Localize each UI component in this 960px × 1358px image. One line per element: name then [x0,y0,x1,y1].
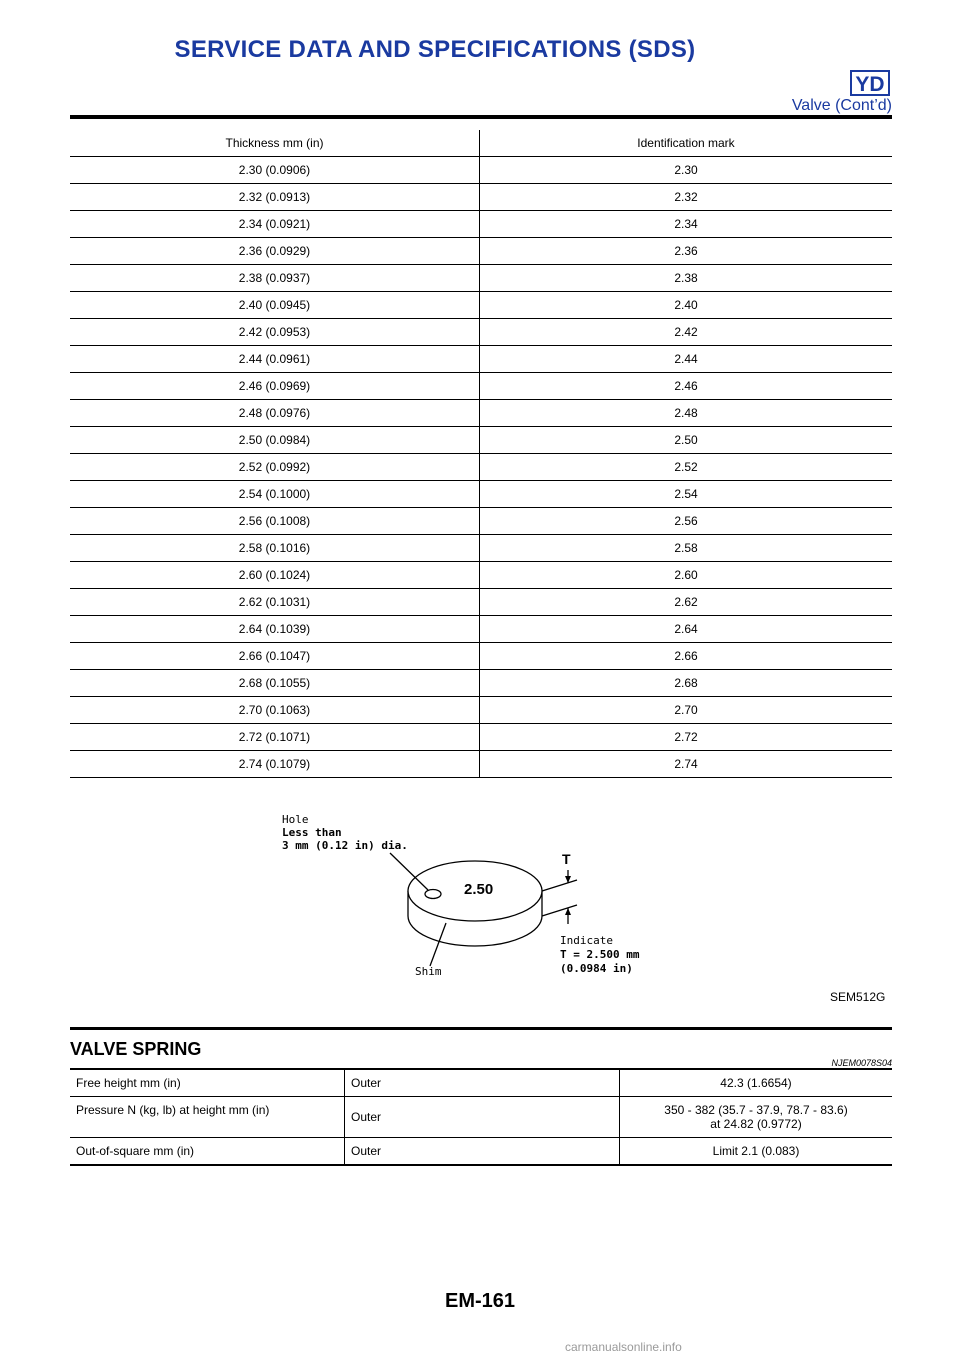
shim-thickness-table [70,130,892,778]
thickness-cell: 2.48 (0.0976) [70,400,480,427]
table-row [70,697,892,724]
watermark: carmanualsonline.info [565,1340,682,1354]
section-code: NJEM0078S04 [831,1058,892,1068]
identification-mark-cell: 2.38 [480,265,893,292]
hole-label: Hole [282,813,309,826]
identification-mark-cell: 2.32 [480,184,893,211]
header-rule [70,115,892,119]
table-row [70,535,892,562]
thickness-cell: 2.50 (0.0984) [70,427,480,454]
indicate-value: T = 2.500 mm [560,948,640,961]
table-row [70,319,892,346]
hole-size-note: Less than [282,826,342,839]
table-row [70,751,892,778]
indicate-value: (0.0984 in) [560,962,633,975]
shim-diagram [270,808,640,1018]
identification-mark-cell: 2.50 [480,427,893,454]
table-row [70,157,892,184]
identification-mark-cell: 2.44 [480,346,893,373]
table-row [70,1069,892,1097]
indicate-label: Indicate [560,934,613,947]
thickness-cell: 2.60 (0.1024) [70,562,480,589]
table-row [70,400,892,427]
spec-spring: Outer [345,1069,620,1097]
spec-value: 42.3 (1.6654) [620,1069,893,1097]
table-row [70,265,892,292]
shim-label: Shim [415,965,442,978]
thickness-symbol: T [562,851,571,867]
table-row [70,508,892,535]
spec-item: Pressure N (kg, lb) at height mm (in) [70,1097,345,1138]
table-row [70,589,892,616]
identification-mark-cell: 2.70 [480,697,893,724]
table-row [70,427,892,454]
table-row [70,616,892,643]
table-row [70,184,892,211]
spec-item: Out-of-square mm (in) [70,1138,345,1166]
thickness-cell: 2.30 (0.0906) [70,157,480,184]
identification-mark-cell: 2.56 [480,508,893,535]
identification-mark-cell: 2.60 [480,562,893,589]
identification-mark-cell: 2.58 [480,535,893,562]
identification-mark-cell: 2.72 [480,724,893,751]
thickness-cell: 2.74 (0.1079) [70,751,480,778]
section-title: VALVE SPRING [70,1039,202,1059]
table-row [70,292,892,319]
thickness-cell: 2.34 (0.0921) [70,211,480,238]
thickness-cell: 2.44 (0.0961) [70,346,480,373]
identification-mark-cell: 2.40 [480,292,893,319]
table-row [70,373,892,400]
thickness-cell: 2.52 (0.0992) [70,454,480,481]
thickness-cell: 2.58 (0.1016) [70,535,480,562]
page-title: SERVICE DATA AND SPECIFICATIONS (SDS) [174,36,696,63]
table-row [70,670,892,697]
thickness-cell: 2.70 (0.1063) [70,697,480,724]
spec-spring: Outer [345,1097,620,1138]
figure-code: SEM512G [830,990,886,1004]
hole-size-note: 3 mm (0.12 in) dia. [282,839,408,852]
identification-mark-cell: 2.36 [480,238,893,265]
identification-mark-cell: 2.64 [480,616,893,643]
thickness-cell: 2.54 (0.1000) [70,481,480,508]
identification-mark-cell: 2.42 [480,319,893,346]
identification-mark-cell: 2.54 [480,481,893,508]
thickness-cell: 2.38 (0.0937) [70,265,480,292]
identification-mark-cell: 2.68 [480,670,893,697]
section-rule [70,1027,892,1030]
thickness-cell: 2.32 (0.0913) [70,184,480,211]
spec-item: Free height mm (in) [70,1069,345,1097]
identification-mark-cell: 2.52 [480,454,893,481]
identification-mark-cell: 2.62 [480,589,893,616]
thickness-cell: 2.36 (0.0929) [70,238,480,265]
identification-mark-cell: 2.46 [480,373,893,400]
thickness-cell: 2.68 (0.1055) [70,670,480,697]
thickness-cell: 2.72 (0.1071) [70,724,480,751]
identification-mark-cell: 2.74 [480,751,893,778]
thickness-cell: 2.46 (0.0969) [70,373,480,400]
thickness-cell: 2.56 (0.1008) [70,508,480,535]
table-header-row [70,130,892,157]
spec-spring: Outer [345,1138,620,1166]
table-row [70,346,892,373]
page-number: EM-161 [444,1290,516,1312]
table-header-cell: Thickness mm (in) [70,130,480,157]
table-row [70,724,892,751]
table-row [70,1138,892,1166]
identification-mark-cell: 2.48 [480,400,893,427]
table-row [70,238,892,265]
page-subtitle: Valve (Cont’d) [791,97,892,114]
shim-identification-mark: 2.50 [464,881,494,898]
table-header-cell: Identification mark [480,130,893,157]
thickness-cell: 2.40 (0.0945) [70,292,480,319]
table-row [70,643,892,670]
table-row [70,211,892,238]
spec-value: Limit 2.1 (0.083) [712,1144,800,1158]
identification-mark-cell: 2.30 [480,157,893,184]
identification-mark-cell: 2.66 [480,643,893,670]
thickness-cell: 2.62 (0.1031) [70,589,480,616]
valve-spring-table [70,1068,892,1166]
table-row [70,562,892,589]
thickness-cell: 2.66 (0.1047) [70,643,480,670]
thickness-cell: 2.64 (0.1039) [70,616,480,643]
identification-mark-cell: 2.34 [480,211,893,238]
engine-badge: YD [850,70,890,96]
table-row [70,1097,892,1138]
table-row [70,454,892,481]
thickness-cell: 2.42 (0.0953) [70,319,480,346]
table-row [70,481,892,508]
spec-value: 350 - 382 (35.7 - 37.9, 78.7 - 83.6) at 24.82 (0.9772) [620,1097,893,1138]
